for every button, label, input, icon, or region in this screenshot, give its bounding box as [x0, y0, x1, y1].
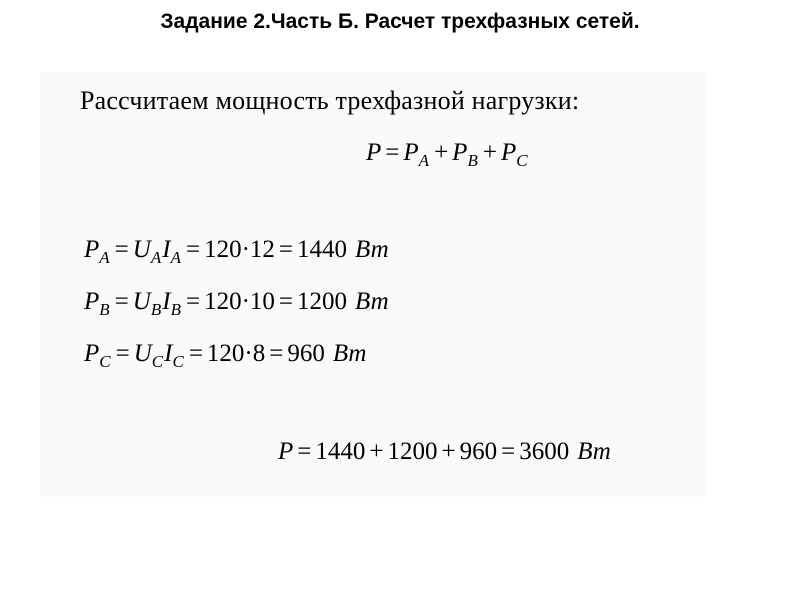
- equals-sign: =: [185, 288, 201, 315]
- symbol-i: I: [162, 288, 171, 315]
- symbol-u: U: [132, 288, 151, 315]
- formula-phase-a: [84, 235, 389, 267]
- subscript-b: B: [467, 151, 478, 170]
- unit-label: Вт: [332, 340, 367, 367]
- current-value: 12: [249, 236, 275, 263]
- equals-sign: =: [114, 236, 129, 263]
- equals-sign: =: [269, 340, 284, 367]
- unit-label: Вт: [355, 288, 389, 315]
- plus-sign: +: [441, 438, 456, 465]
- equals-sign: =: [114, 288, 129, 315]
- power-value: 1200: [297, 288, 347, 315]
- equals-sign: =: [115, 340, 130, 367]
- symbol-p: P: [500, 139, 517, 166]
- symbol-p: P: [403, 139, 419, 166]
- voltage-value: 120: [206, 340, 245, 367]
- scanned-page: [40, 72, 705, 497]
- formula-total-result: [278, 437, 611, 467]
- total-result-value: 3600: [519, 438, 570, 465]
- symbol-i: I: [162, 236, 171, 263]
- equals-sign: =: [278, 288, 293, 315]
- equals-sign: =: [185, 236, 201, 263]
- symbol-u: U: [132, 236, 151, 263]
- formula-phase-c: [84, 339, 367, 371]
- voltage-value: 120: [204, 288, 242, 315]
- equals-sign: =: [188, 340, 203, 367]
- subscript-a: A: [150, 248, 162, 267]
- formula-total-power: [366, 138, 529, 170]
- slide-title: Задание 2.Часть Б. Расчет трехфазных сетей.: [160, 10, 640, 33]
- multiply-dot: ·: [244, 340, 253, 367]
- multiply-dot: ·: [241, 236, 250, 263]
- subscript-a: A: [170, 248, 181, 267]
- subscript-b: B: [170, 300, 181, 319]
- symbol-p: P: [366, 139, 382, 166]
- power-value: 960: [287, 340, 325, 367]
- subscript-c: C: [172, 352, 184, 371]
- equals-sign: =: [501, 438, 516, 465]
- plus-sign: +: [434, 139, 449, 166]
- intro-text: Рассчитаем мощность трехфазной нагрузки:: [80, 86, 580, 115]
- subscript-c: C: [151, 352, 164, 371]
- symbol-i: I: [164, 340, 173, 367]
- multiply-dot: ·: [241, 288, 250, 315]
- equals-sign: =: [297, 438, 312, 465]
- subscript-b: B: [150, 300, 162, 319]
- symbol-p: P: [84, 236, 100, 263]
- equals-sign: =: [278, 236, 293, 263]
- unit-label: Вт: [577, 438, 611, 465]
- term-c-value: 960: [459, 438, 498, 465]
- term-a-value: 1440: [315, 438, 366, 465]
- formula-phase-b: [84, 287, 389, 319]
- plus-sign: +: [369, 438, 384, 465]
- current-value: 10: [249, 288, 275, 315]
- equals-sign: =: [385, 139, 400, 166]
- symbol-u: U: [133, 340, 152, 367]
- unit-label: Вт: [355, 236, 389, 263]
- subscript-a: A: [99, 248, 110, 267]
- term-b-value: 1200: [387, 438, 438, 465]
- plus-sign: +: [482, 139, 497, 166]
- symbol-p: P: [452, 139, 468, 166]
- current-value: 8: [252, 340, 266, 367]
- subscript-a: A: [418, 151, 430, 170]
- subscript-b: B: [99, 300, 110, 319]
- power-value: 1440: [297, 236, 347, 263]
- symbol-p: P: [278, 438, 294, 465]
- subscript-c: C: [99, 352, 111, 371]
- symbol-p: P: [84, 340, 100, 367]
- voltage-value: 120: [204, 236, 242, 263]
- subscript-c: C: [516, 151, 528, 170]
- symbol-p: P: [84, 288, 100, 315]
